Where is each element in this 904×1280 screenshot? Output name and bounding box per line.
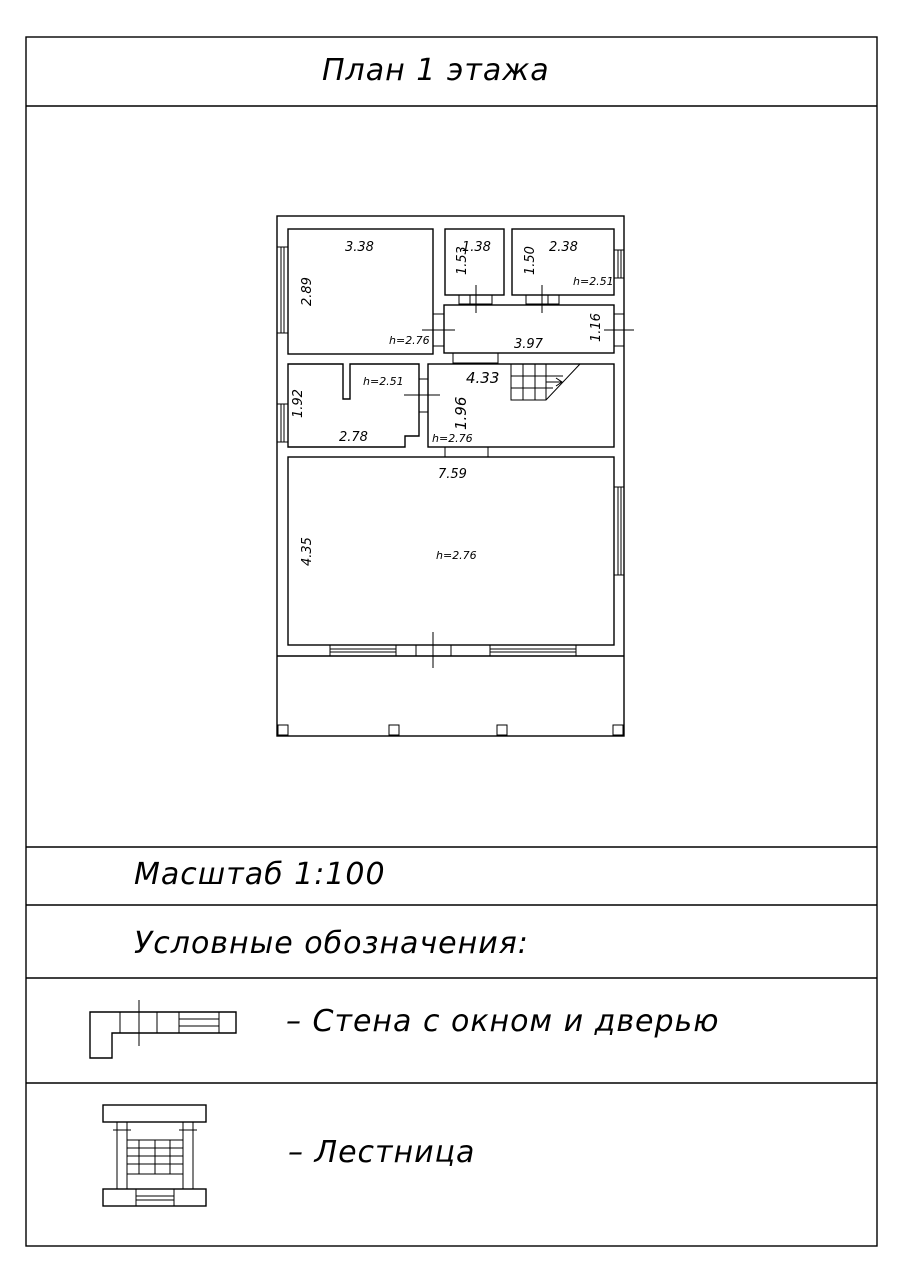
legend-wall-label: – Стена с окном и дверью: [286, 1004, 720, 1039]
room-c-width: 2.38: [549, 240, 578, 255]
room-b: [445, 229, 504, 295]
door-room-c: [526, 285, 559, 313]
stair-hall-height: h=2.76: [432, 432, 473, 445]
stair-flight: [511, 364, 580, 400]
door-room-b: [459, 285, 492, 313]
room-c-depth: 1.50: [523, 246, 538, 275]
window-living-bottom-right: [490, 645, 576, 656]
floor-plan: [277, 216, 634, 736]
legend-stair-label: – Лестница: [288, 1135, 476, 1170]
terrace-posts: [278, 725, 623, 735]
room-b-depth: 1.53: [455, 246, 470, 275]
room-d-depth: 1.92: [291, 389, 306, 418]
room-d-height: h=2.51: [363, 375, 404, 388]
sheet-frame: [26, 37, 877, 1246]
room-a-depth: 2.89: [300, 277, 315, 306]
hall-width: 3.97: [514, 337, 543, 352]
stair-hall-depth: 1.96: [452, 396, 470, 430]
door-room-d: [404, 379, 440, 412]
window-room-d: [277, 404, 288, 442]
living-depth: 4.35: [300, 537, 315, 566]
scale-label: Масштаб 1:100: [134, 857, 386, 892]
window-living-right: [614, 487, 624, 575]
stair-hall-width: 4.33: [466, 369, 500, 387]
stair-symbol-icon: [103, 1105, 206, 1206]
room-d-width: 2.78: [339, 430, 368, 445]
door-living: [445, 447, 488, 457]
room-c-height: h=2.51: [573, 275, 614, 288]
window-living-bottom-left: [330, 645, 396, 656]
legend-heading: Условные обозначения:: [134, 926, 529, 961]
living-height: h=2.76: [436, 549, 477, 562]
hall-depth: 1.16: [589, 313, 604, 342]
living-width: 7.59: [438, 467, 467, 482]
outer-border: [26, 37, 877, 1246]
door-entrance: [604, 314, 634, 346]
room-b-width: 1.38: [462, 240, 491, 255]
door-terrace: [416, 632, 451, 668]
window-room-c: [614, 250, 624, 278]
door-hall-bottom: [453, 353, 498, 363]
room-a-width: 3.38: [345, 240, 374, 255]
wall-symbol-icon: [90, 1000, 236, 1058]
room-a-height: h=2.76: [389, 334, 430, 347]
window-room-a: [277, 247, 288, 333]
page-title: План 1 этажа: [322, 53, 550, 88]
